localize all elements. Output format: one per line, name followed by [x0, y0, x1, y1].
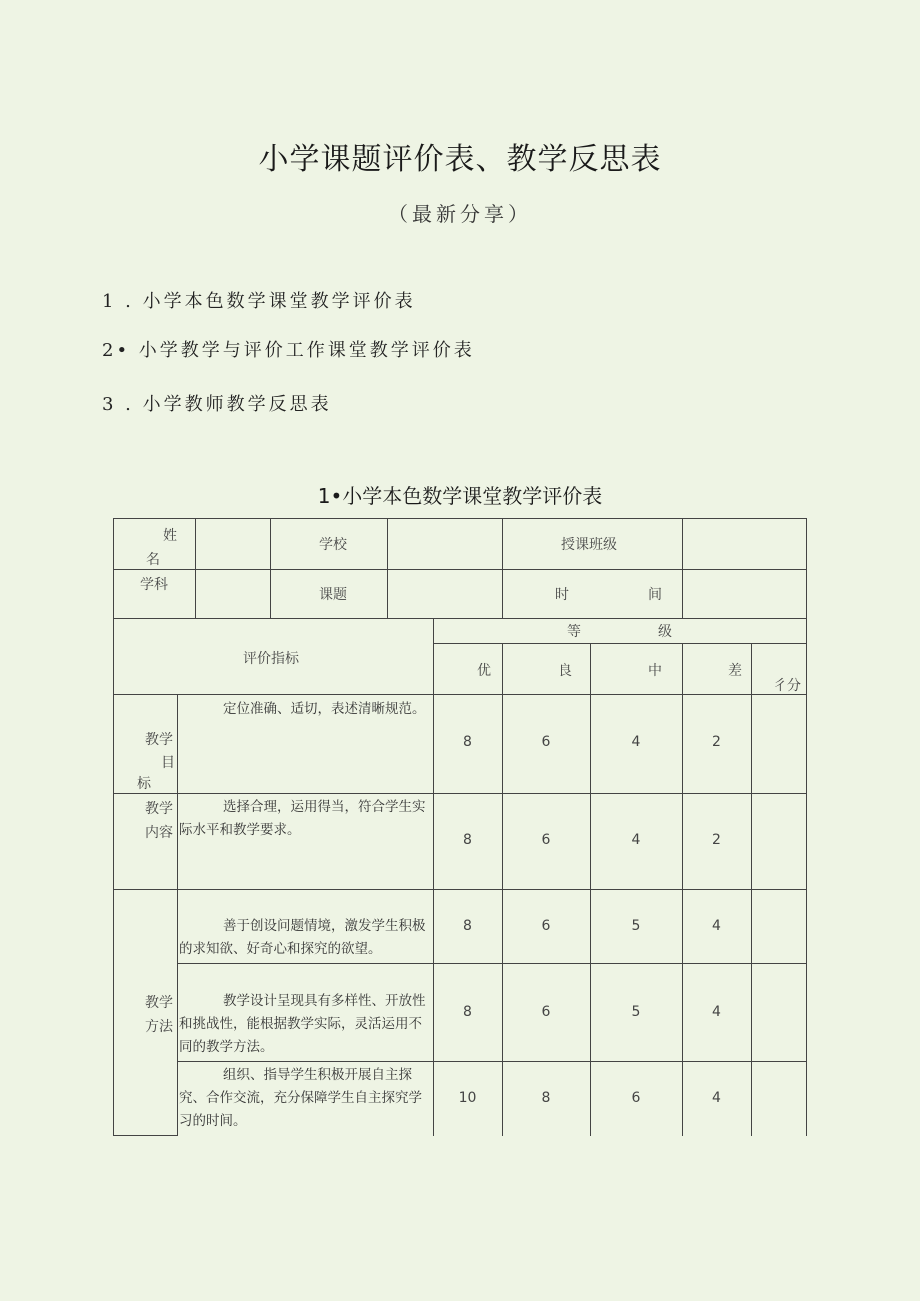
score-cell: 4 — [712, 1004, 721, 1020]
grade-label: 等 — [567, 624, 581, 640]
score-cell: 4 — [631, 832, 641, 848]
table-rule — [502, 643, 503, 1136]
category-label: 方法 — [145, 1019, 173, 1035]
category-label: 教学 — [145, 801, 173, 817]
table-rule — [502, 518, 503, 618]
table-rule — [433, 618, 434, 1136]
score-cell: 6 — [541, 918, 551, 934]
category-label: 目 — [161, 755, 175, 771]
table-rule — [113, 694, 807, 695]
table-rule — [113, 618, 807, 619]
name-label: 姓 — [163, 528, 177, 544]
grade-score: 彳分 — [773, 678, 801, 694]
evaluation-table — [113, 518, 807, 1136]
category-label: 内容 — [145, 825, 173, 841]
score-cell: 5 — [631, 918, 641, 934]
criterion-text: 教学设计呈现具有多样性、开放性和挑战性，能根据教学实际，灵活运用不同的教学方法。 — [179, 993, 426, 1055]
grade-poor: 差 — [728, 663, 742, 679]
score-cell: 6 — [631, 1090, 641, 1106]
grade-good: 良 — [558, 663, 572, 679]
score-cell: 8 — [463, 734, 472, 750]
table-rule — [751, 643, 752, 1136]
topic-label: 课题 — [319, 587, 347, 603]
document-subtitle: （最新分享） — [388, 202, 532, 226]
time-label: 时 — [555, 587, 569, 603]
grade-medium: 中 — [648, 663, 662, 679]
score-cell: 8 — [463, 832, 472, 848]
score-cell: 8 — [463, 1004, 472, 1020]
category-label: 教学 — [145, 732, 173, 748]
criterion-text: 选择合理，运用得当，符合学生实际水平和教学要求。 — [179, 799, 426, 838]
section-title: 1•小学本色数学课堂教学评价表 — [317, 484, 603, 508]
score-cell: 6 — [541, 734, 551, 750]
score-cell: 4 — [712, 1090, 721, 1106]
table-rule — [270, 518, 271, 618]
table-rule — [387, 518, 388, 618]
table-rule — [113, 889, 807, 890]
table-rule — [177, 963, 807, 964]
school-label: 学校 — [319, 537, 347, 553]
time-label: 间 — [648, 587, 662, 603]
table-rule — [113, 518, 114, 1136]
score-cell: 2 — [712, 832, 721, 848]
class-label: 授课班级 — [561, 537, 617, 553]
score-cell: 4 — [712, 918, 721, 934]
grade-label: 级 — [658, 624, 672, 640]
score-cell: 10 — [458, 1090, 477, 1106]
category-label: 标 — [137, 776, 151, 792]
table-rule — [177, 694, 178, 1136]
table-rule — [682, 518, 683, 618]
table-rule — [195, 518, 196, 618]
table-rule — [682, 643, 683, 1136]
name-label: 名 — [146, 552, 160, 568]
toc-item: 3 . 小学教师教学反思表 — [102, 394, 332, 415]
document-title: 小学课题评价表、教学反思表 — [258, 142, 662, 177]
grade-excellent: 优 — [477, 663, 491, 679]
score-cell: 4 — [631, 734, 641, 750]
table-rule — [113, 793, 807, 794]
score-cell: 8 — [541, 1090, 551, 1106]
table-rule — [113, 1135, 177, 1136]
criterion-text: 定位准确、适切，表述清晰规范。 — [223, 701, 426, 717]
table-rule — [806, 518, 807, 1136]
indicator-label: 评价指标 — [243, 651, 299, 667]
criterion-text: 善于创设问题情境，激发学生积极的求知欲、好奇心和探究的欲望。 — [179, 918, 426, 957]
criterion-text: 组织、指导学生积极开展自主探究、合作交流，充分保障学生自主探究学习的时间。 — [179, 1067, 422, 1129]
score-cell: 2 — [712, 734, 721, 750]
category-label: 教学 — [145, 995, 173, 1011]
table-rule — [590, 643, 591, 1136]
score-cell: 8 — [463, 918, 472, 934]
score-cell: 5 — [631, 1004, 641, 1020]
score-cell: 6 — [541, 1004, 551, 1020]
toc-item: 1 . 小学本色数学课堂教学评价表 — [102, 291, 416, 312]
table-rule — [113, 569, 807, 570]
table-rule — [113, 518, 807, 519]
toc-item: 2• 小学教学与评价工作课堂教学评价表 — [102, 340, 475, 361]
subject-label: 学科 — [140, 577, 168, 593]
table-rule — [177, 1061, 807, 1062]
score-cell: 6 — [541, 832, 551, 848]
